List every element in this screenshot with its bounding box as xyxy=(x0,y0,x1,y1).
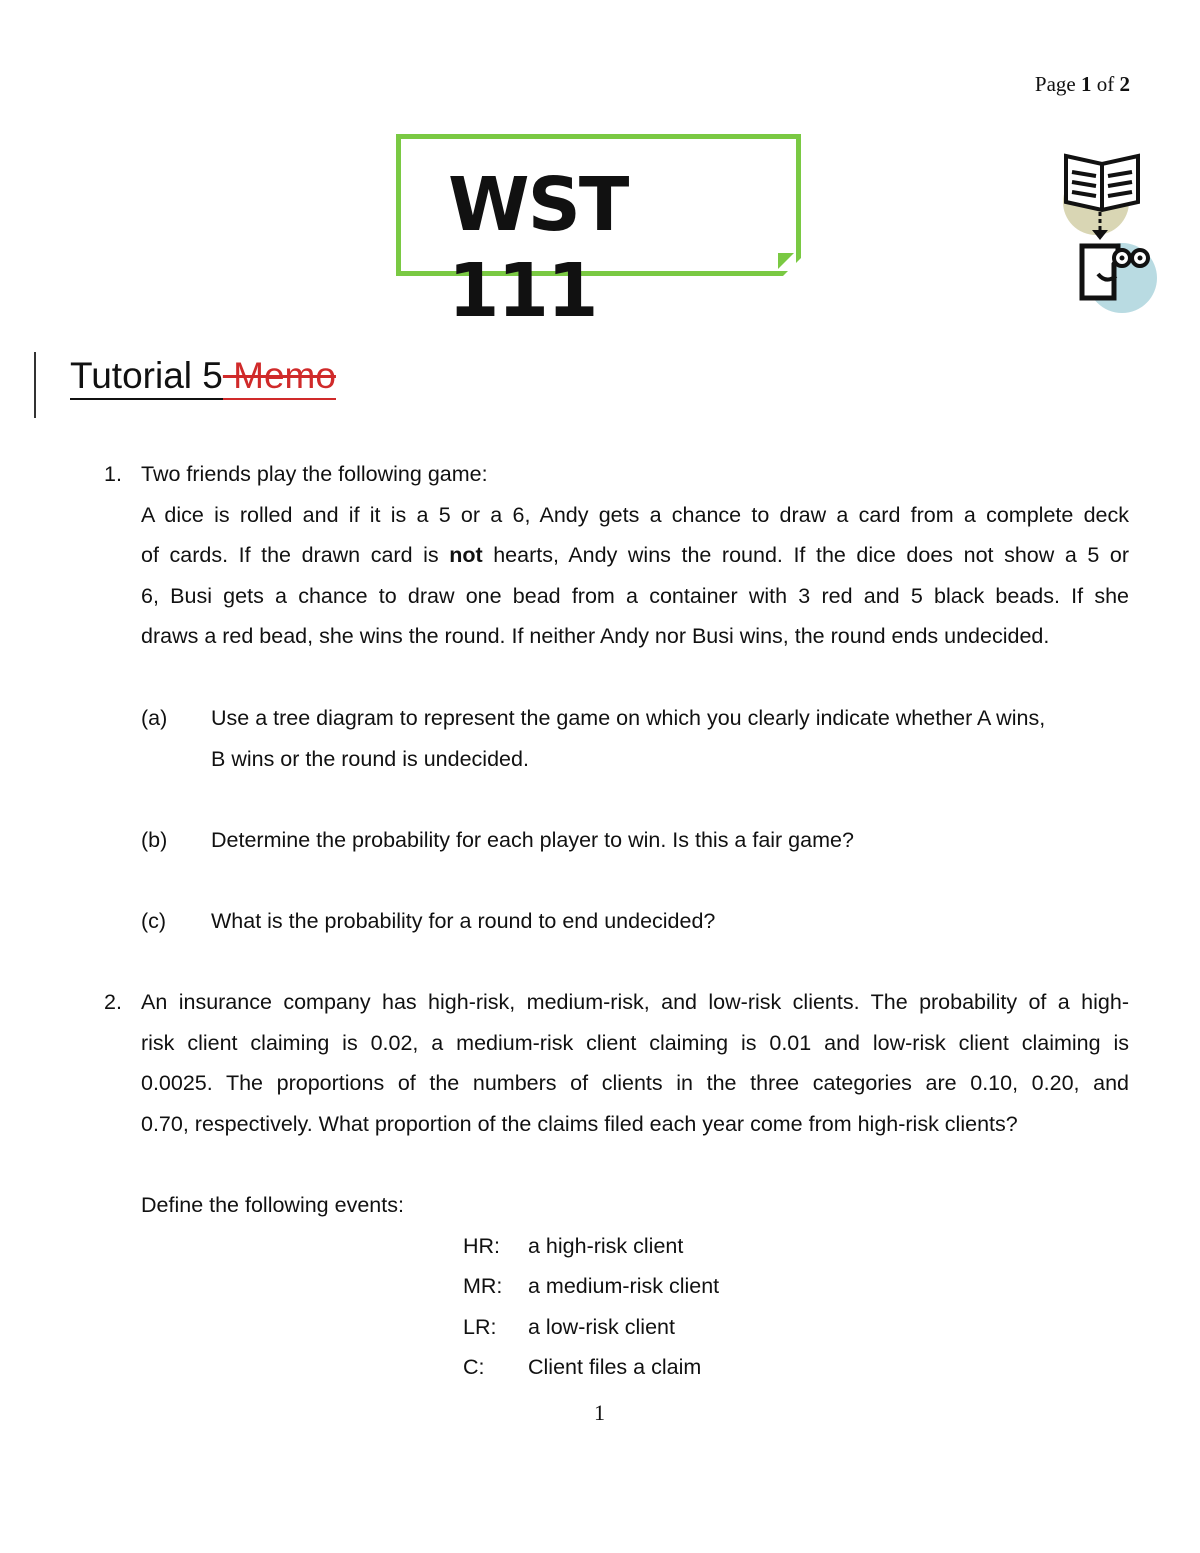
question-2-line: An insurance company has high-risk, medium-risk, and low-risk clients. The probability of a high- xyxy=(141,990,1129,1014)
question-2-line: 0.0025. The proportions of the numbers of clients in the three categories are 0.10, 0.20, and xyxy=(141,1071,1129,1095)
title-main: Tutorial 5 xyxy=(70,355,223,400)
question-1-bold-word: not xyxy=(449,543,483,567)
question-1-line-text: of cards. If the drawn card is xyxy=(141,543,439,567)
course-code: WST 111 xyxy=(448,162,628,334)
page-prefix: Page xyxy=(1034,72,1076,96)
page-total: 2 xyxy=(1119,72,1130,96)
event-code: MR: xyxy=(463,1274,503,1298)
book-to-student-icon xyxy=(1058,152,1162,317)
title-deleted-word: Memo xyxy=(223,355,336,400)
tutorial-title xyxy=(70,354,336,398)
event-description: Client files a claim xyxy=(528,1355,702,1379)
question-1-line: draws a red bead, she wins the round. If neither Andy nor Busi wins, the round ends undecided. xyxy=(141,624,1050,648)
question-1-line: A dice is rolled and if it is a 5 or a 6, Andy gets a chance to draw a card from a complete deck xyxy=(141,503,1129,527)
part-a-text: B wins or the round is undecided. xyxy=(211,747,529,771)
question-1-line xyxy=(141,535,1129,576)
part-c-text: What is the probability for a round to end undecided? xyxy=(211,909,716,933)
part-c-label: (c) xyxy=(141,909,167,933)
event-description: a medium-risk client xyxy=(528,1274,720,1298)
question-1-line: 6, Busi gets a chance to draw one bead from a container with 3 red and 5 black beads. If she xyxy=(141,584,1129,608)
part-a-text: Use a tree diagram to represent the game on which you clearly indicate whether A wins, xyxy=(211,706,1046,730)
event-code: LR: xyxy=(463,1315,497,1339)
define-events-text: Define the following events: xyxy=(141,1193,404,1217)
part-b-text: Determine the probability for each player to win. Is this a fair game? xyxy=(211,828,854,852)
question-1-number: 1. xyxy=(104,462,122,486)
event-description: a high-risk client xyxy=(528,1234,684,1258)
event-description: a low-risk client xyxy=(528,1315,675,1339)
footer-page-number: 1 xyxy=(594,1400,605,1425)
page-indicator xyxy=(1035,72,1130,97)
question-1-intro: Two friends play the following game: xyxy=(141,462,488,486)
page-of: of xyxy=(1096,72,1115,96)
part-a-label: (a) xyxy=(141,706,168,730)
event-code: HR: xyxy=(463,1234,501,1258)
question-2-line: 0.70, respectively. What proportion of the claims filed each year come from high-risk clients? xyxy=(141,1112,1018,1136)
question-2-line: risk client claiming is 0.02, a medium-risk client claiming is 0.01 and low-risk client claiming is xyxy=(141,1031,1129,1055)
part-b-label: (b) xyxy=(141,828,168,852)
question-2-number: 2. xyxy=(104,990,122,1014)
revision-margin-bar xyxy=(34,352,36,418)
question-1-line-text: hearts, Andy wins the round. If the dice does not show a 5 or xyxy=(493,543,1129,567)
event-code: C: xyxy=(463,1355,485,1379)
page-current: 1 xyxy=(1081,72,1092,96)
